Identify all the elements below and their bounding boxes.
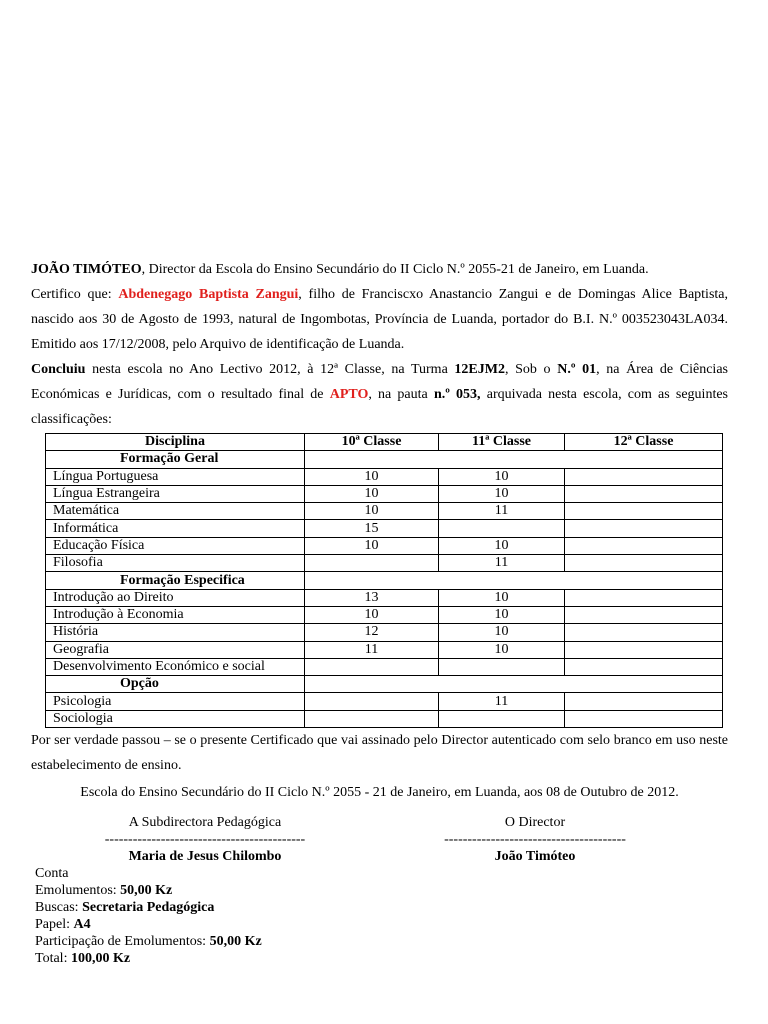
fee-label: Total: bbox=[35, 951, 71, 966]
table-row bbox=[46, 693, 723, 710]
certify-paragraph bbox=[31, 282, 728, 357]
grade-10: 10 bbox=[305, 537, 439, 554]
signature-name: João Timóteo bbox=[494, 849, 576, 864]
grade-12 bbox=[565, 641, 723, 658]
table-row bbox=[46, 710, 723, 727]
fee-item bbox=[35, 933, 262, 950]
fee-value: 50,00 Kz bbox=[209, 934, 262, 949]
subject: Matemática bbox=[46, 503, 305, 520]
grade-11: 10 bbox=[439, 641, 565, 658]
subject: Geografia bbox=[46, 641, 305, 658]
grade-11: 11 bbox=[439, 693, 565, 710]
grade-10: 15 bbox=[305, 520, 439, 537]
table-row bbox=[46, 589, 723, 606]
grade-12 bbox=[565, 537, 723, 554]
grade-12 bbox=[565, 710, 723, 727]
grade-11: 10 bbox=[439, 537, 565, 554]
grade-10: 10 bbox=[305, 503, 439, 520]
grade-12 bbox=[565, 693, 723, 710]
section-spacer bbox=[305, 572, 723, 589]
table-row bbox=[46, 641, 723, 658]
grade-10 bbox=[305, 658, 439, 675]
conclusion-text-3: , na Área de Ciências Económicas e Jurídicas, com o resultado final de bbox=[31, 362, 728, 402]
fee-label: Buscas: bbox=[35, 900, 83, 915]
pauta-number: n.º 053, bbox=[433, 387, 481, 402]
student-number: N.º 01 bbox=[557, 362, 597, 377]
section-row bbox=[46, 676, 723, 693]
grade-10: 10 bbox=[305, 468, 439, 485]
table-row bbox=[46, 468, 723, 485]
director-intro-text: , Director da Escola do Ensino Secundário do II Ciclo N.º 2055-21 de Janeiro, em Luanda. bbox=[141, 262, 649, 277]
certify-prefix: Certifico que: bbox=[31, 287, 119, 302]
grade-10 bbox=[305, 710, 439, 727]
signature-line: ------------------------------------------- bbox=[104, 832, 306, 847]
conclusion-text-1: nesta escola no Ano Lectivo 2012, à 12ª Classe, na Turma bbox=[85, 362, 455, 377]
grade-12 bbox=[565, 658, 723, 675]
table-row bbox=[46, 555, 723, 572]
grade-10: 12 bbox=[305, 624, 439, 641]
grade-10: 13 bbox=[305, 589, 439, 606]
table-row bbox=[46, 624, 723, 641]
fee-value: 100,00 Kz bbox=[70, 951, 131, 966]
grade-12 bbox=[565, 520, 723, 537]
subject: Sociologia bbox=[46, 710, 305, 727]
grade-11: 10 bbox=[439, 589, 565, 606]
signature-subdirector bbox=[90, 814, 320, 865]
fee-item bbox=[35, 899, 262, 916]
director-name: JOÃO TIMÓTEO bbox=[31, 262, 142, 277]
fee-label: Papel: bbox=[35, 917, 74, 932]
grade-11: 10 bbox=[439, 624, 565, 641]
grade-11: 11 bbox=[439, 503, 565, 520]
subject: História bbox=[46, 624, 305, 641]
fees-title: Conta bbox=[35, 866, 69, 881]
table-row bbox=[46, 658, 723, 675]
table-row bbox=[46, 537, 723, 554]
section-title: Formação Especifica bbox=[46, 572, 305, 589]
closing-statement: Por ser verdade passou – se o presente Certificado que vai assinado pelo Director autenticado com selo branco em uso neste estabelecimento de ensino. bbox=[31, 733, 728, 774]
fee-value: A4 bbox=[73, 917, 91, 932]
subject: Introdução ao Direito bbox=[46, 589, 305, 606]
signature-director bbox=[430, 814, 640, 865]
signature-role: O Director bbox=[504, 815, 566, 830]
grade-11: 10 bbox=[439, 606, 565, 623]
grade-11 bbox=[439, 520, 565, 537]
grade-12 bbox=[565, 624, 723, 641]
section-title: Formação Geral bbox=[46, 451, 305, 468]
header-discipline: Disciplina bbox=[46, 434, 305, 451]
grade-11 bbox=[439, 658, 565, 675]
grade-11: 10 bbox=[439, 485, 565, 502]
conclusion-text-5: arquivada nesta escola, com as seguintes classificações: bbox=[31, 387, 729, 427]
grade-11: 10 bbox=[439, 468, 565, 485]
director-intro bbox=[31, 257, 728, 282]
fee-item bbox=[35, 950, 262, 967]
table-row bbox=[46, 520, 723, 537]
concluded-label: Concluiu bbox=[31, 362, 86, 377]
signature-name: Maria de Jesus Chilombo bbox=[128, 849, 282, 864]
subject: Introdução à Economia bbox=[46, 606, 305, 623]
subject: Informática bbox=[46, 520, 305, 537]
fee-item bbox=[35, 916, 262, 933]
section-spacer bbox=[305, 451, 723, 468]
fees-section bbox=[35, 865, 262, 967]
table-header-row bbox=[46, 434, 723, 451]
header-12th: 12ª Classe bbox=[565, 434, 723, 451]
subject: Desenvolvimento Económico e social bbox=[46, 658, 305, 675]
grade-12 bbox=[565, 485, 723, 502]
grade-11: 11 bbox=[439, 555, 565, 572]
grade-12 bbox=[565, 606, 723, 623]
subject: Língua Estrangeira bbox=[46, 485, 305, 502]
grade-11 bbox=[439, 710, 565, 727]
header-10th: 10ª Classe bbox=[305, 434, 439, 451]
place-date: Escola do Ensino Secundário do II Ciclo N.º 2055 - 21 de Janeiro, em Luanda, aos 08 de Outubro de 2012. bbox=[80, 785, 679, 801]
section-row bbox=[46, 572, 723, 589]
subject: Educação Física bbox=[46, 537, 305, 554]
grade-12 bbox=[565, 503, 723, 520]
subject: Filosofia bbox=[46, 555, 305, 572]
fee-value: Secretaria Pedagógica bbox=[82, 900, 215, 915]
signature-line: --------------------------------------- bbox=[444, 832, 626, 847]
grade-12 bbox=[565, 555, 723, 572]
class-code: 12EJM2 bbox=[454, 362, 505, 377]
grade-12 bbox=[565, 468, 723, 485]
grade-10: 10 bbox=[305, 485, 439, 502]
conclusion-paragraph bbox=[31, 357, 728, 432]
student-name: Abdenegago Baptista Zangui bbox=[118, 287, 299, 302]
fee-item bbox=[35, 882, 262, 899]
conclusion-text-4: , na pauta bbox=[368, 387, 434, 402]
grade-10 bbox=[305, 555, 439, 572]
table-row bbox=[46, 606, 723, 623]
section-spacer bbox=[305, 676, 723, 693]
section-title: Opção bbox=[46, 676, 305, 693]
grade-10: 10 bbox=[305, 606, 439, 623]
fee-label: Participação de Emolumentos: bbox=[35, 934, 210, 949]
fee-value: 50,00 Kz bbox=[120, 883, 173, 898]
grades-table bbox=[45, 433, 723, 728]
grade-10: 11 bbox=[305, 641, 439, 658]
conclusion-text-2: , Sob o bbox=[504, 362, 558, 377]
grade-12 bbox=[565, 589, 723, 606]
subject: Psicologia bbox=[46, 693, 305, 710]
section-row bbox=[46, 451, 723, 468]
header-11th: 11ª Classe bbox=[439, 434, 565, 451]
table-row bbox=[46, 485, 723, 502]
final-result: APTO bbox=[329, 387, 369, 402]
table-row bbox=[46, 503, 723, 520]
certificate-body bbox=[31, 257, 728, 805]
signature-role: A Subdirectora Pedagógica bbox=[128, 815, 282, 830]
fee-label: Emolumentos: bbox=[35, 883, 121, 898]
grade-10 bbox=[305, 693, 439, 710]
subject: Língua Portuguesa bbox=[46, 468, 305, 485]
certify-text: , filho de Franciscxo Anastancio Zangui e de Domingas Alice Baptista, nascido aos 30 de Agosto de 1993, natural de Ingombotas, Província de Luanda, portador do B.I. N.º 003523043LA034. Emitido aos 17/12/2008, pelo Arquivo de identificação de Luanda. bbox=[31, 287, 728, 352]
